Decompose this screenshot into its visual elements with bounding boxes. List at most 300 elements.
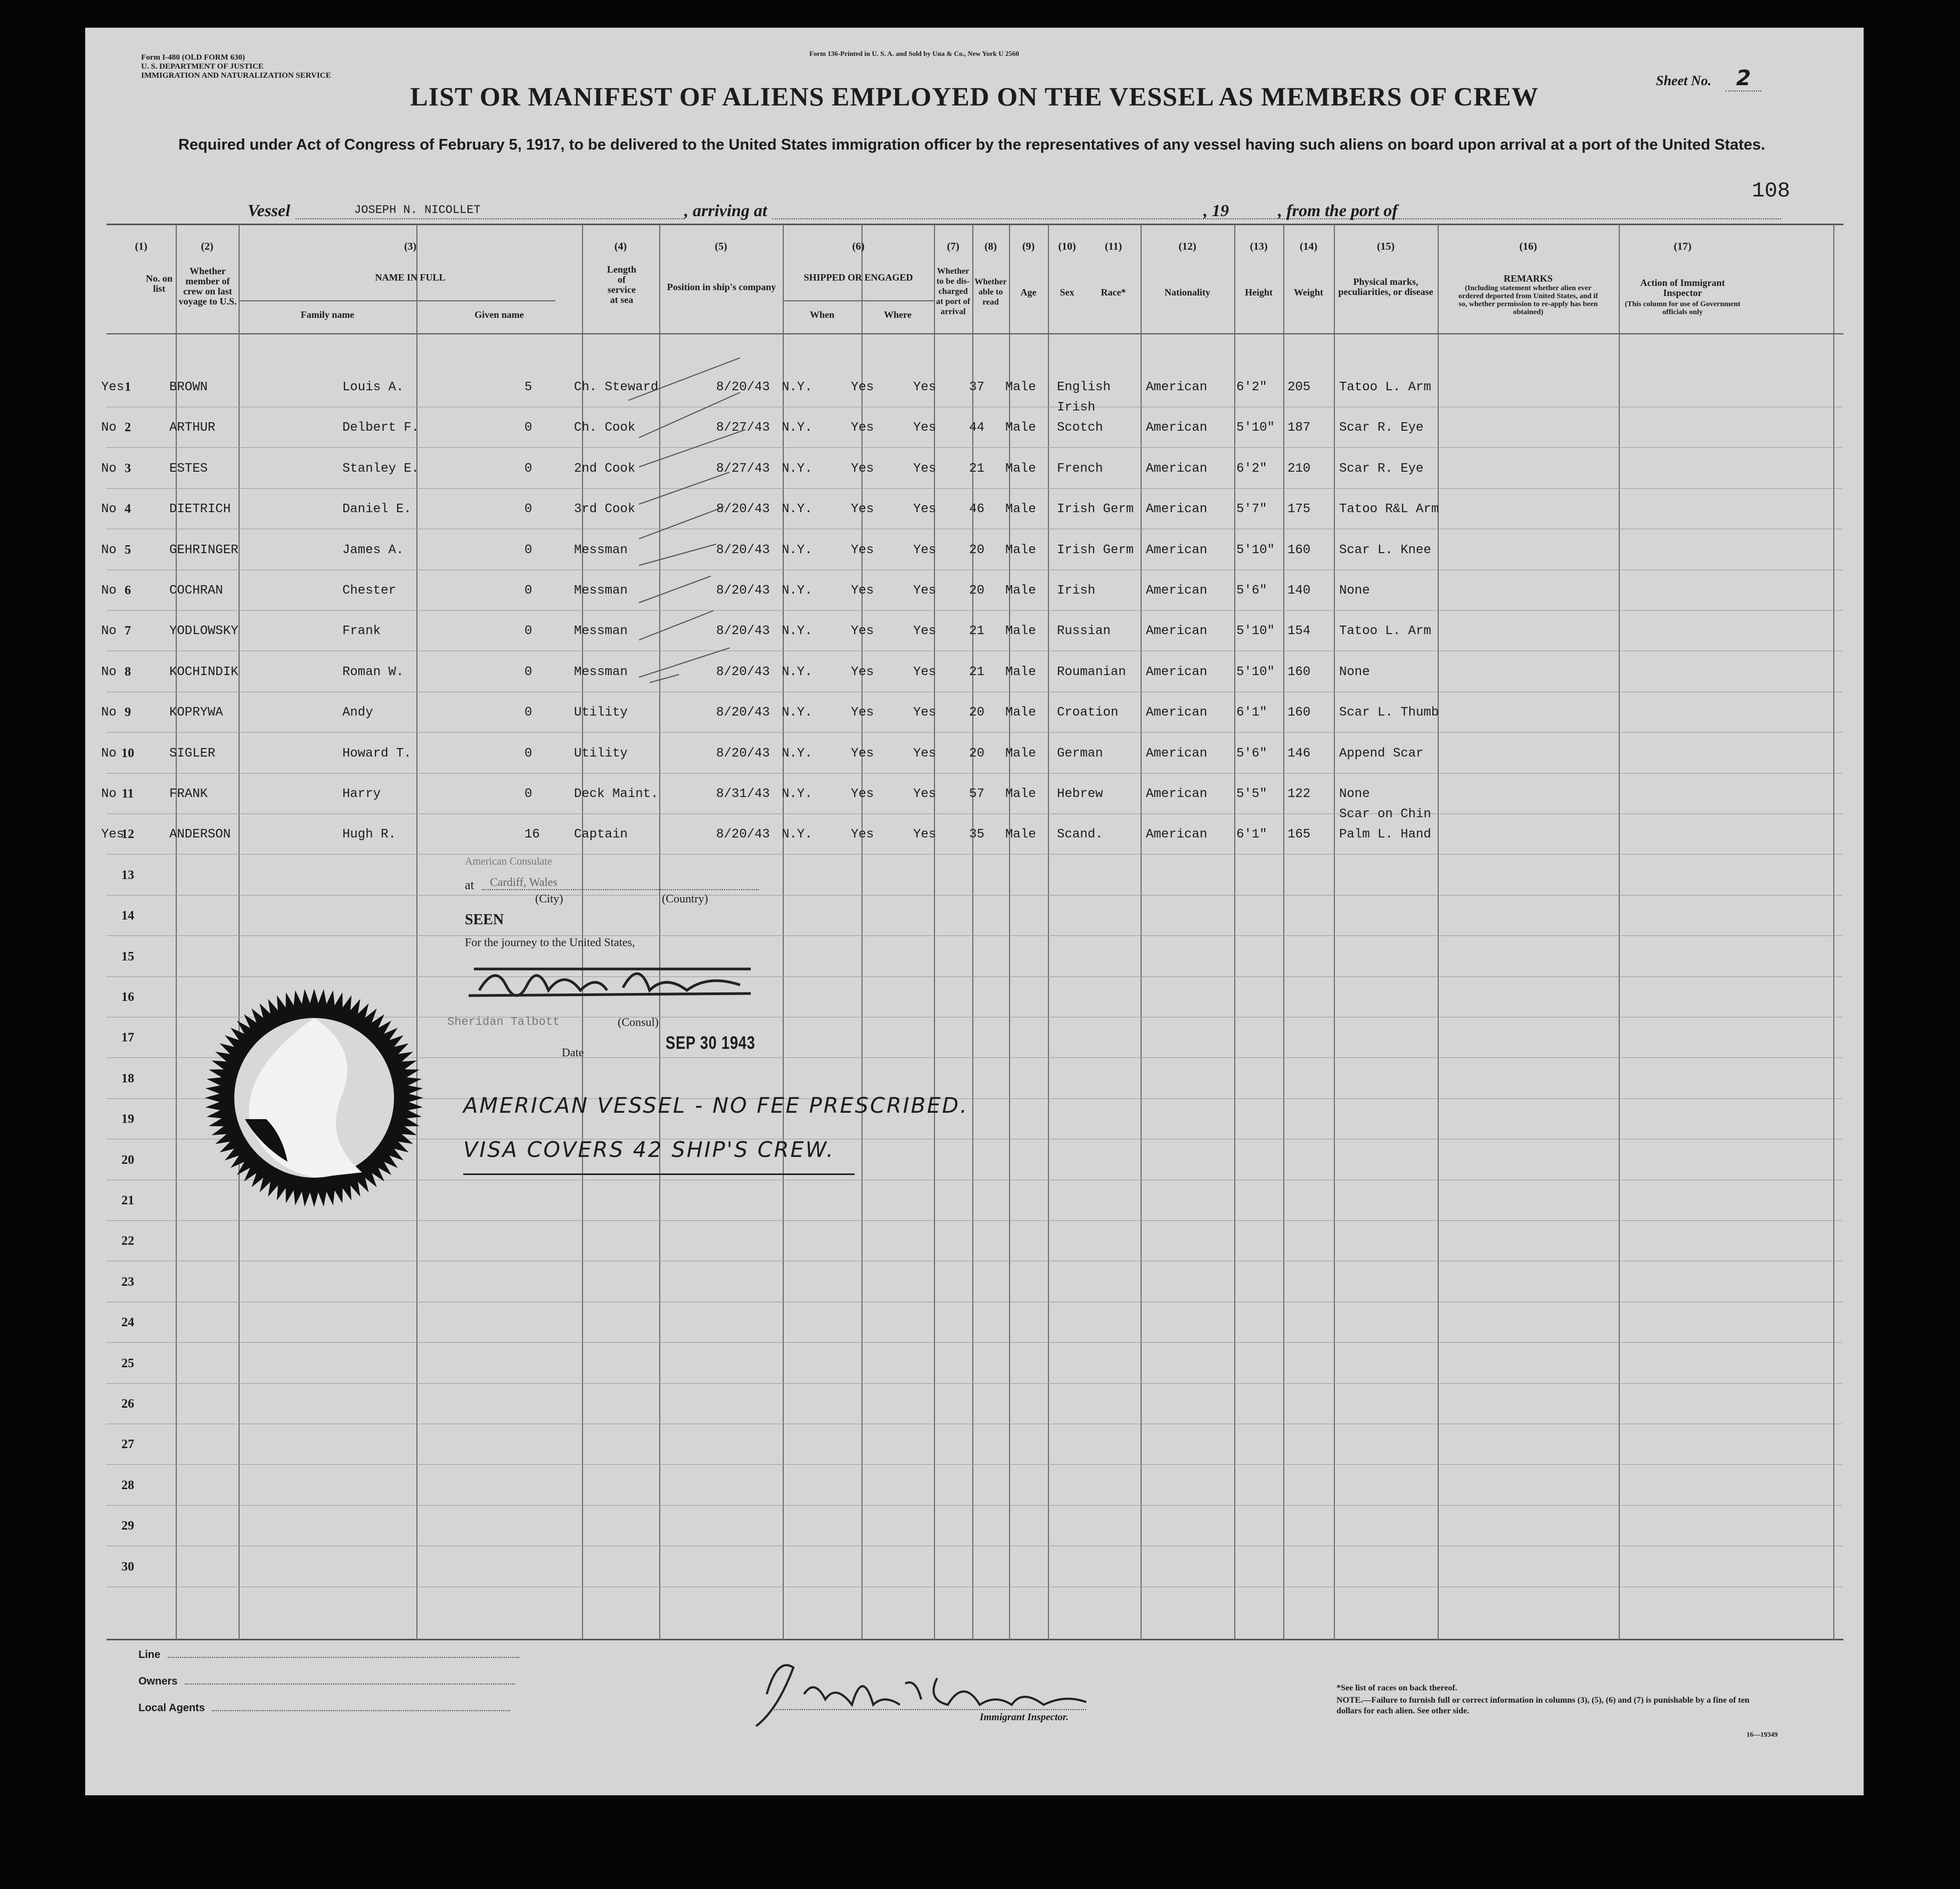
col-head-shipped: SHIPPED OR ENGAGED xyxy=(803,272,913,283)
service-cell: 0 xyxy=(524,502,532,517)
given-name-cell: Frank xyxy=(342,624,381,639)
col-number: (4) xyxy=(614,241,627,252)
sex-cell: Male xyxy=(1005,543,1036,557)
shipped-where-cell: N.Y. xyxy=(782,584,813,598)
marks-cell-upper: Scar on Chin xyxy=(1339,807,1431,822)
position-cell: Deck Maint. xyxy=(574,787,659,801)
row-number: 18 xyxy=(121,1071,134,1086)
position-cell: Messman xyxy=(574,664,628,679)
col-head-position: Position in ship's company xyxy=(667,282,776,292)
col-head-member: Whether member of crew on last voyage to U.S. xyxy=(178,266,237,307)
service-cell: 0 xyxy=(524,584,532,598)
column-divider xyxy=(582,225,583,1640)
col-head-marks: Physical marks, peculiarities, or disease xyxy=(1338,276,1433,297)
nationality-cell: American xyxy=(1146,543,1208,557)
shipped-subheader-rule xyxy=(783,300,934,301)
discharged-cell: Yes xyxy=(851,705,874,720)
family-name-cell: KOCHINDIK xyxy=(169,664,239,679)
handwritten-note-line1: AMERICAN VESSEL - NO FEE PRESCRIBED. xyxy=(463,1094,969,1118)
age-cell: 20 xyxy=(969,543,985,557)
form-number: Form I-480 (OLD FORM 630) xyxy=(141,53,245,62)
column-divider xyxy=(1234,225,1235,1640)
inspector-line xyxy=(772,1709,1086,1710)
sex-cell: Male xyxy=(1005,461,1036,476)
weight-cell: 146 xyxy=(1287,746,1311,761)
race-cell-upper: Irish xyxy=(1057,400,1096,415)
read-cell: Yes xyxy=(913,705,937,720)
shipped-when-cell: 8/20/43 xyxy=(716,827,770,842)
race-cell: Irish Germ xyxy=(1057,543,1134,557)
page-number: 108 xyxy=(1752,179,1791,203)
service-cell: 0 xyxy=(524,461,532,476)
col-number: (17) xyxy=(1674,241,1692,252)
row-number: 14 xyxy=(121,909,134,923)
col-head-remarks-note: (Including statement whether alien ever ordered deported from United States, and if so, whether permission to re-apply has been obtained) xyxy=(1458,284,1598,316)
nationality-cell: American xyxy=(1146,664,1208,679)
member-cell: No xyxy=(101,421,117,436)
family-name-cell: ESTES xyxy=(169,461,208,476)
consulate-at: at xyxy=(465,878,474,892)
row-rule xyxy=(106,488,1842,489)
fine-note: NOTE.—Failure to furnish full or correct information in columns (3), (5), (6) and (7) is punishable by a fine of ten dollars for each alien. See other side. xyxy=(1336,1696,1750,1715)
given-name-cell: Harry xyxy=(342,787,381,801)
col-head-height: Height xyxy=(1245,287,1273,298)
shipped-when-cell: 8/27/43 xyxy=(716,421,770,436)
shipped-when-cell: 8/27/43 xyxy=(716,461,770,476)
member-cell: No xyxy=(101,705,117,720)
form-info xyxy=(141,53,331,80)
member-cell: No xyxy=(101,584,117,598)
discharged-cell: Yes xyxy=(851,746,874,761)
row-number: 3 xyxy=(125,461,131,475)
service-cell: 0 xyxy=(524,543,532,557)
sheet-label: Sheet No. xyxy=(1656,73,1711,88)
col-number: (6) xyxy=(852,241,865,252)
position-cell: Ch. Steward xyxy=(574,380,659,395)
discharged-cell: Yes xyxy=(851,461,874,476)
shipped-where-cell: N.Y. xyxy=(782,787,813,801)
position-cell: Utility xyxy=(574,746,628,761)
shipped-where-cell: N.Y. xyxy=(782,746,813,761)
pen-checkmarks xyxy=(618,352,756,778)
discharged-cell: Yes xyxy=(851,421,874,436)
nationality-cell: American xyxy=(1146,461,1208,476)
discharged-cell: Yes xyxy=(851,502,874,517)
col-number: (3) xyxy=(404,241,417,252)
row-number: 26 xyxy=(121,1397,134,1411)
marks-cell: Scar L. Thumb xyxy=(1339,705,1439,720)
marks-cell: Scar L. Knee xyxy=(1339,543,1431,557)
row-number: 22 xyxy=(121,1234,134,1249)
nationality-cell: American xyxy=(1146,624,1208,639)
member-cell: No xyxy=(101,787,117,801)
col-number: (14) xyxy=(1299,241,1318,252)
race-cell: English xyxy=(1057,380,1111,395)
consul-name: Sheridan Talbott xyxy=(447,1015,560,1029)
col-head-sex: Sex xyxy=(1060,287,1075,298)
discharged-cell: Yes xyxy=(851,584,874,598)
age-cell: 21 xyxy=(969,664,985,679)
row-rule xyxy=(106,1220,1842,1221)
row-number: 23 xyxy=(121,1275,134,1289)
row-number: 2 xyxy=(125,421,131,435)
nationality-cell: American xyxy=(1146,502,1208,517)
column-divider xyxy=(1009,225,1010,1640)
column-divider xyxy=(416,225,417,1640)
member-cell: Yes xyxy=(101,827,125,842)
from-label: , from the port of xyxy=(1278,201,1398,220)
family-name-cell: COCHRAN xyxy=(169,584,223,598)
col-head-race: Race* xyxy=(1101,287,1126,298)
page-title: LIST OR MANIFEST OF ALIENS EMPLOYED ON THE VESSEL AS MEMBERS OF CREW xyxy=(410,81,1539,111)
sex-cell: Male xyxy=(1005,502,1036,517)
race-cell: German xyxy=(1057,746,1103,761)
row-number: 5 xyxy=(125,543,131,557)
col-head-read: Whether able to read xyxy=(974,277,1007,307)
header-bottom-border xyxy=(106,333,1843,334)
consul-date: SEP 30 1943 xyxy=(666,1033,756,1053)
col-number: (8) xyxy=(984,241,997,252)
height-cell: 5'5" xyxy=(1236,787,1267,801)
column-divider xyxy=(934,225,935,1640)
sex-cell: Male xyxy=(1005,664,1036,679)
row-number: 30 xyxy=(121,1559,134,1574)
age-cell: 46 xyxy=(969,502,985,517)
row-number: 11 xyxy=(121,787,134,801)
shipped-where-cell: N.Y. xyxy=(782,543,813,557)
row-number: 7 xyxy=(125,624,131,638)
given-name-cell: Hugh R. xyxy=(342,827,396,842)
col-head-no: No. on list xyxy=(145,273,173,294)
age-cell: 57 xyxy=(969,787,985,801)
discharged-cell: Yes xyxy=(851,787,874,801)
sex-cell: Male xyxy=(1005,827,1036,842)
shipped-where-cell: N.Y. xyxy=(782,502,813,517)
family-name-cell: YODLOWSKY xyxy=(169,624,239,639)
vessel-label: Vessel xyxy=(248,201,290,220)
line-label: Line xyxy=(138,1649,161,1661)
consular-seal xyxy=(202,986,426,1210)
row-number: 25 xyxy=(121,1356,134,1370)
shipped-when-cell: 8/20/43 xyxy=(716,664,770,679)
inspector-label: Immigrant Inspector. xyxy=(980,1712,1069,1723)
row-rule xyxy=(106,895,1842,896)
discharged-cell: Yes xyxy=(851,543,874,557)
given-name-cell: Daniel E. xyxy=(342,502,412,517)
consul-label: (Consul) xyxy=(618,1015,659,1029)
col-head-family: Family name xyxy=(300,309,355,320)
shipped-where-cell: N.Y. xyxy=(782,705,813,720)
family-name-cell: SIGLER xyxy=(169,746,216,761)
age-cell: 44 xyxy=(969,421,985,436)
race-cell: Hebrew xyxy=(1057,787,1103,801)
col-number: (1) xyxy=(135,241,147,252)
read-cell: Yes xyxy=(913,624,937,639)
shipped-when-cell: 8/20/43 xyxy=(716,543,770,557)
row-number: 21 xyxy=(121,1194,134,1208)
read-cell: Yes xyxy=(913,746,937,761)
col-number: (11) xyxy=(1104,241,1122,252)
read-cell: Yes xyxy=(913,543,937,557)
position-cell: 3rd Cook xyxy=(574,502,636,517)
col-number: (13) xyxy=(1250,241,1268,252)
row-rule xyxy=(106,976,1842,977)
member-cell: No xyxy=(101,624,117,639)
col-head-action-note: (This column for use of Government officials only xyxy=(1625,300,1741,316)
row-rule xyxy=(106,732,1842,733)
marks-cell: Tatoo L. Arm xyxy=(1339,624,1431,639)
row-rule xyxy=(106,854,1842,855)
height-cell: 6'1" xyxy=(1236,705,1267,720)
service-cell: 5 xyxy=(524,380,532,395)
position-cell: Messman xyxy=(574,543,628,557)
service-cell: 0 xyxy=(524,746,532,761)
shipped-when-cell: 8/20/43 xyxy=(716,624,770,639)
consulate-place-line xyxy=(482,889,759,890)
col-head-given: Given name xyxy=(474,309,524,320)
marks-cell: Tatoo R&L Arm xyxy=(1339,502,1439,517)
read-cell: Yes xyxy=(913,584,937,598)
manifest-sheet xyxy=(85,28,1864,1795)
marks-cell: None xyxy=(1339,584,1370,598)
vessel-field xyxy=(296,218,684,219)
agents-label: Local Agents xyxy=(138,1702,205,1714)
col-head-age: Age xyxy=(1020,287,1037,298)
inspector-signature xyxy=(745,1646,1129,1753)
height-cell: 6'1" xyxy=(1236,827,1267,842)
row-number: 19 xyxy=(121,1112,134,1127)
nationality-cell: American xyxy=(1146,584,1208,598)
service-cell: 0 xyxy=(524,705,532,720)
read-cell: Yes xyxy=(913,502,937,517)
weight-cell: 205 xyxy=(1287,380,1311,395)
given-name-cell: Roman W. xyxy=(342,664,404,679)
column-divider xyxy=(862,225,863,1640)
family-name-cell: BROWN xyxy=(169,380,208,395)
col-number: (5) xyxy=(715,241,727,252)
shipped-where-cell: N.Y. xyxy=(782,421,813,436)
height-cell: 6'2" xyxy=(1236,380,1267,395)
weight-cell: 175 xyxy=(1287,502,1311,517)
given-name-cell: Howard T. xyxy=(342,746,412,761)
read-cell: Yes xyxy=(913,461,937,476)
sheet-value: 2 xyxy=(1726,66,1762,92)
position-cell: Ch. Cook xyxy=(574,421,636,436)
column-divider xyxy=(972,225,973,1640)
col-head-discharged: Whether to be dis-charged at port of arrival xyxy=(936,267,970,316)
year-label: , 19 xyxy=(1203,201,1229,220)
read-cell: Yes xyxy=(913,664,937,679)
race-note: *See list of races on back thereof. xyxy=(1336,1683,1457,1693)
weight-cell: 140 xyxy=(1287,584,1311,598)
col-head-service: Length of service at sea xyxy=(606,264,636,305)
shipped-when-cell: 8/20/43 xyxy=(716,380,770,395)
race-cell: Scotch xyxy=(1057,421,1103,436)
height-cell: 5'10" xyxy=(1236,624,1275,639)
sex-cell: Male xyxy=(1005,421,1036,436)
age-cell: 21 xyxy=(969,461,985,476)
col-head-nationality: Nationality xyxy=(1164,287,1210,298)
row-rule xyxy=(106,773,1842,774)
height-cell: 6'2" xyxy=(1236,461,1267,476)
column-divider xyxy=(1141,225,1142,1640)
height-cell: 5'7" xyxy=(1236,502,1267,517)
height-cell: 5'6" xyxy=(1236,746,1267,761)
column-divider xyxy=(1283,225,1284,1640)
row-number: 4 xyxy=(125,502,131,516)
column-divider xyxy=(239,225,240,1640)
col-number: (2) xyxy=(201,241,214,252)
family-name-cell: ANDERSON xyxy=(169,827,231,842)
height-cell: 5'10" xyxy=(1236,543,1275,557)
city-label: (City) xyxy=(535,892,563,905)
date-label: Date xyxy=(562,1046,584,1059)
table-top-border xyxy=(106,224,1843,225)
nationality-cell: American xyxy=(1146,746,1208,761)
read-cell: Yes xyxy=(913,380,937,395)
sex-cell: Male xyxy=(1005,624,1036,639)
form-code: 16—19349 xyxy=(1746,1730,1778,1738)
given-name-cell: Delbert F. xyxy=(342,421,420,436)
handwritten-underline xyxy=(463,1173,855,1175)
member-cell: No xyxy=(101,543,117,557)
row-number: 10 xyxy=(121,746,134,760)
age-cell: 35 xyxy=(969,827,985,842)
family-name-cell: ARTHUR xyxy=(169,421,216,436)
printer-note: Form 136-Printed in U. S. A. and Sold by Una & Co., New York U 2560 xyxy=(809,50,1019,58)
height-cell: 5'6" xyxy=(1236,584,1267,598)
shipped-where-cell: N.Y. xyxy=(782,827,813,842)
row-number: 12 xyxy=(121,827,134,842)
column-divider xyxy=(1334,225,1335,1640)
row-number: 17 xyxy=(121,1031,134,1045)
col-number: (12) xyxy=(1178,241,1196,252)
subtitle: Required under Act of Congress of February 5, 1917, to be delivered to the United States immigration officer by the representatives of any vessel having such aliens on board upon arrival at a port of the United States. xyxy=(178,136,1766,153)
row-rule xyxy=(106,610,1842,611)
table-bottom-border xyxy=(106,1639,1843,1640)
position-cell: Messman xyxy=(574,584,628,598)
family-name-cell: FRANK xyxy=(169,787,208,801)
member-cell: Yes xyxy=(101,380,125,395)
col-number: (7) xyxy=(947,241,960,252)
family-name-cell: KOPRYWA xyxy=(169,705,223,720)
column-divider xyxy=(1438,225,1439,1640)
position-cell: Captain xyxy=(574,827,628,842)
read-cell: Yes xyxy=(913,827,937,842)
age-cell: 20 xyxy=(969,705,985,720)
column-divider xyxy=(176,225,177,1640)
arriving-label: , arriving at xyxy=(684,201,767,220)
weight-cell: 210 xyxy=(1287,461,1311,476)
consulate-place: Cardiff, Wales xyxy=(490,875,557,889)
age-cell: 21 xyxy=(969,624,985,639)
age-cell: 20 xyxy=(969,584,985,598)
column-divider xyxy=(1619,225,1620,1640)
service-cell: 0 xyxy=(524,421,532,436)
discharged-cell: Yes xyxy=(851,664,874,679)
given-name-cell: Andy xyxy=(342,705,373,720)
row-number: 1 xyxy=(125,380,131,394)
family-name-cell: GEHRINGER xyxy=(169,543,239,557)
height-cell: 5'10" xyxy=(1236,664,1275,679)
service-cell: 16 xyxy=(524,827,540,842)
marks-cell: Append Scar xyxy=(1339,746,1424,761)
marks-cell: Scar R. Eye xyxy=(1339,461,1424,476)
column-divider xyxy=(783,225,784,1640)
column-divider xyxy=(1048,225,1049,1640)
department: U. S. DEPARTMENT OF JUSTICE xyxy=(141,62,264,71)
service-cell: 0 xyxy=(524,664,532,679)
col-head-weight: Weight xyxy=(1293,287,1323,298)
sex-cell: Male xyxy=(1005,380,1036,395)
sex-cell: Male xyxy=(1005,584,1036,598)
nationality-cell: American xyxy=(1146,380,1208,395)
given-name-cell: Louis A. xyxy=(342,380,404,395)
row-number: 6 xyxy=(125,584,131,597)
member-cell: No xyxy=(101,664,117,679)
marks-cell: None xyxy=(1339,664,1370,679)
row-rule xyxy=(106,1464,1842,1465)
col-head-remarks: REMARKS xyxy=(1503,273,1553,284)
weight-cell: 160 xyxy=(1287,705,1311,720)
given-name-cell: Chester xyxy=(342,584,396,598)
row-rule xyxy=(106,1505,1842,1506)
age-cell: 37 xyxy=(969,380,985,395)
read-cell: Yes xyxy=(913,787,937,801)
handwritten-note-line2: VISA COVERS 42 SHIP'S CREW. xyxy=(463,1138,835,1162)
nationality-cell: American xyxy=(1146,421,1208,436)
nationality-cell: American xyxy=(1146,705,1208,720)
race-cell: Scand. xyxy=(1057,827,1103,842)
col-head-when: When xyxy=(809,309,834,320)
row-rule xyxy=(106,447,1842,448)
discharged-cell: Yes xyxy=(851,380,874,395)
sex-cell: Male xyxy=(1005,746,1036,761)
vessel-name: JOSEPH N. NICOLLET xyxy=(354,203,481,217)
weight-cell: 187 xyxy=(1287,421,1311,436)
row-rule xyxy=(106,1383,1842,1384)
row-rule xyxy=(106,935,1842,936)
shipped-when-cell: 8/20/43 xyxy=(716,705,770,720)
age-cell: 20 xyxy=(969,746,985,761)
position-cell: Utility xyxy=(574,705,628,720)
discharged-cell: Yes xyxy=(851,624,874,639)
given-name-cell: James A. xyxy=(342,543,404,557)
country-label: (Country) xyxy=(662,892,708,905)
weight-cell: 160 xyxy=(1287,543,1311,557)
position-cell: Messman xyxy=(574,624,628,639)
row-number: 13 xyxy=(121,868,134,882)
shipped-when-cell: 8/31/43 xyxy=(716,787,770,801)
shipped-when-cell: 8/20/43 xyxy=(716,746,770,761)
sex-cell: Male xyxy=(1005,787,1036,801)
member-cell: No xyxy=(101,502,117,517)
journey-label: For the journey to the United States, xyxy=(465,935,635,949)
read-cell: Yes xyxy=(913,421,937,436)
service-cell: 0 xyxy=(524,787,532,801)
nationality-cell: American xyxy=(1146,787,1208,801)
service-cell: 0 xyxy=(524,624,532,639)
row-number: 27 xyxy=(121,1438,134,1452)
weight-cell: 154 xyxy=(1287,624,1311,639)
shipped-where-cell: N.Y. xyxy=(782,461,813,476)
weight-cell: 165 xyxy=(1287,827,1311,842)
weight-cell: 122 xyxy=(1287,787,1311,801)
shipped-where-cell: N.Y. xyxy=(782,380,813,395)
race-cell: Irish xyxy=(1057,584,1096,598)
port-field xyxy=(1414,218,1781,219)
shipped-where-cell: N.Y. xyxy=(782,664,813,679)
